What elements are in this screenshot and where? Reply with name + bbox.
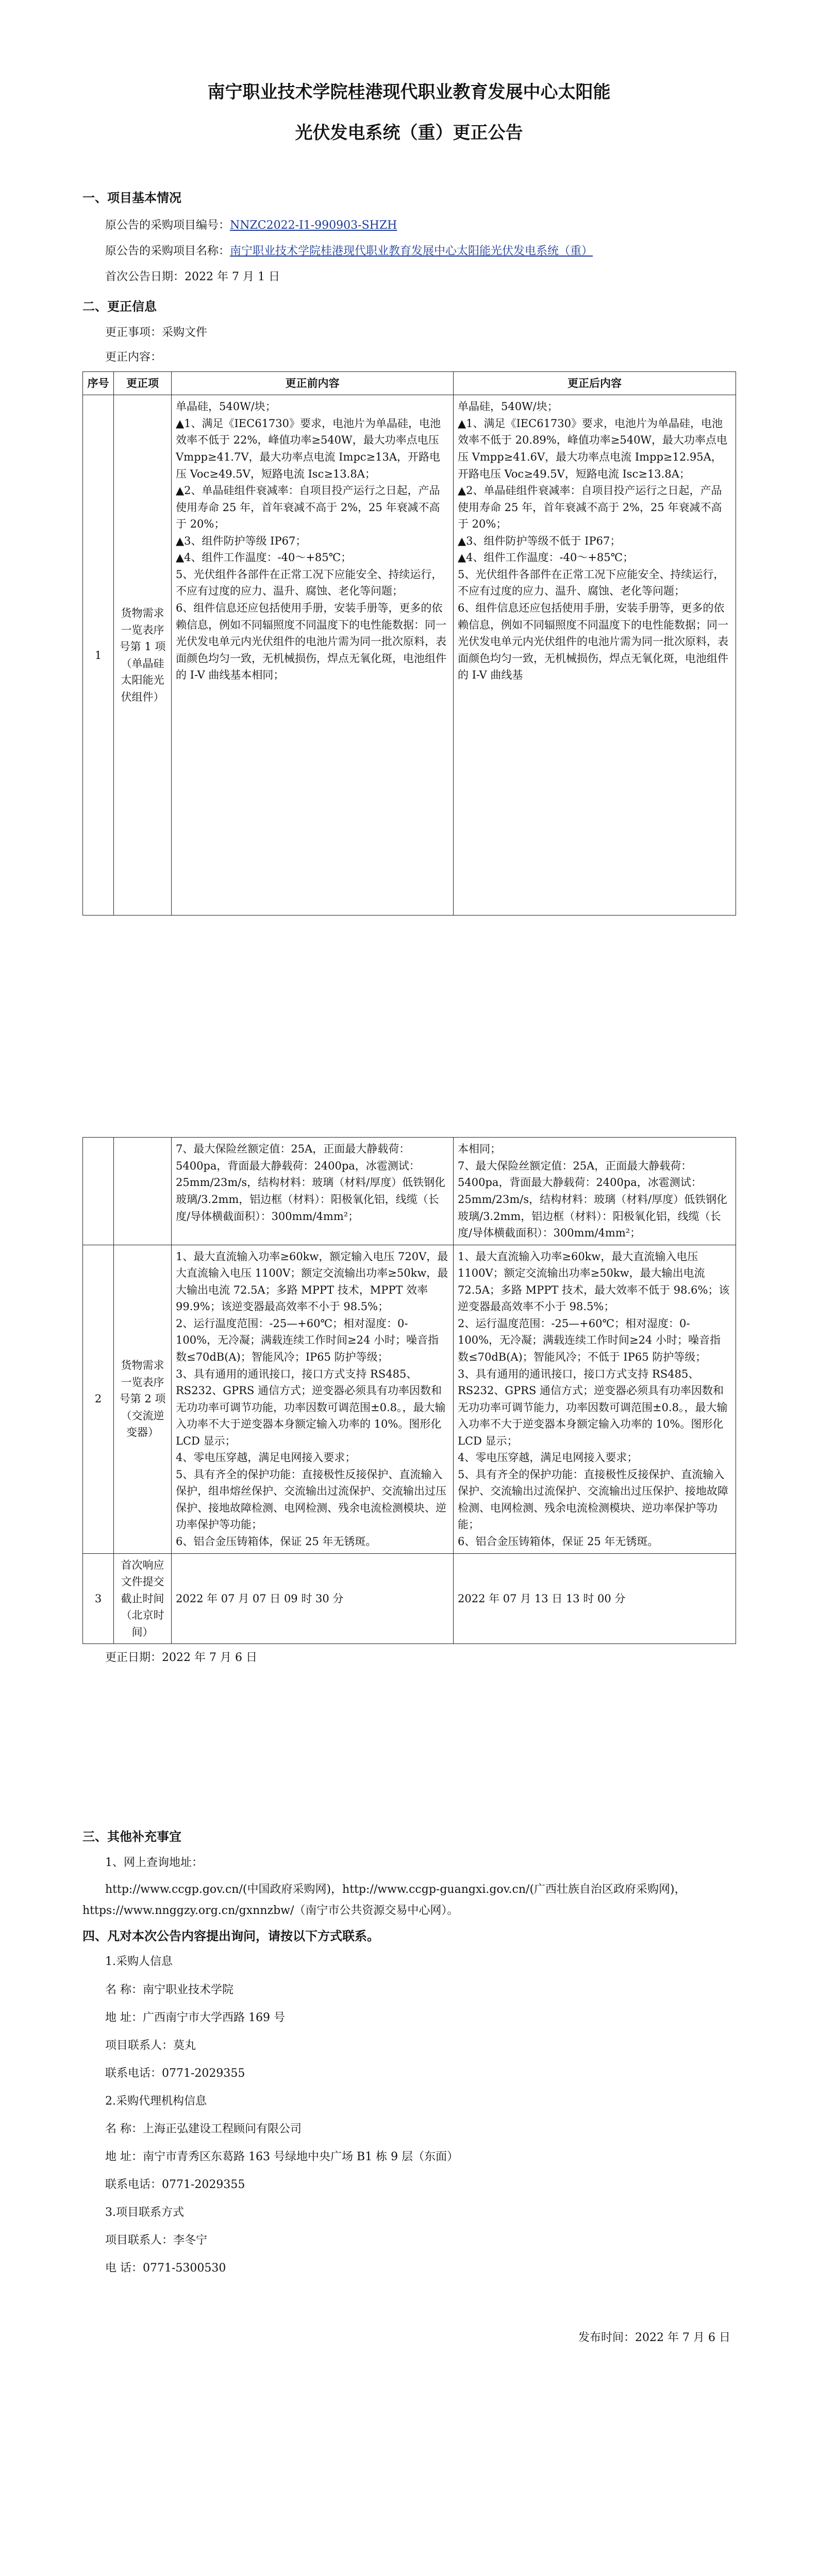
agency-name: 名 称：上海正弘建设工程顾问有限公司 [105,2122,302,2136]
row2-no: 2 [83,1245,114,1553]
purchaser-address: 地 址：广西南宁市大学西路 169 号 [105,2011,285,2024]
row1-before-line: ▲2、单晶硅组件衰减率：自项目投产运行之日起，产品使用寿命 25 年，首年衰减不高于 2%，25 年衰减不高于 20%； [176,484,440,531]
correction-content-label: 更正内容： [105,350,162,364]
query-urls[interactable]: http://www.ccgp.gov.cn/(中国政府采购网)，http://www.ccgp-guangxi.gov.cn/(广西壮族自治区政府采购网)，https://www.nnggzy.org.cn/gxnnzbw/（南宁市公共资源交易中心网）。 [82,1883,686,1918]
publish-date: 发布时间：2022 年 7 月 6 日 [578,2331,730,2344]
table-row [83,395,736,916]
row1-after-line: 6、组件信息还应包括使用手册，安装手册等，更多的依赖信息，例如不同辐照度不同温度下的电性能数据；同一光伏发电单元内光伏组件的电池片需为同一批次原料，表面颜色均匀一致，无机械损伤，焊点无氧化斑，电池组件的 I-V 曲线基 [458,601,728,682]
row2-after-line: 4、零电压穿越，满足电网接入要求； [458,1451,638,1464]
project-no-line [82,217,736,234]
row1-after-line: ▲4、组件工作温度：-40～+85℃； [458,551,634,564]
row2-after-line: 2、运行温度范围：-25—+60℃；相对湿度：0-100%，无冷凝；满载连续工作时间≥24 小时；噪音指数≤70dB(A)；智能风冷；不低于 IP65 防护等级； [458,1317,721,1363]
row1-item: 货物需求一览表序号第 1 项（单晶硅太阳能光伏组件） [114,395,172,916]
row1-before-line: 5、光伏组件各部件在正常工况下应能安全、持续运行，不应有过度的应力、温升、腐蚀、老化等问题； [176,568,443,598]
row1-after-line: ▲3、组件防护等级不低于 IP67； [458,534,621,547]
row2-before-line: 6、铝合金压铸箱体，保证 25 年无锈斑。 [176,1535,377,1548]
header-before: 更正前内容 [172,371,454,395]
purchaser-phone: 联系电话：0771-2029355 [105,2066,245,2080]
row1-after-line: 单晶硅，540W/块； [458,400,558,413]
section1-heading: 一、项目基本情况 [82,191,181,205]
row2-before-line: 1、最大直流输入功率≥60kw，额定输入电压 720V，最大直流输入电压 1100V；额定交流输出功率≥50kw，最大输出电流 72.5A；多路 MPPT 技术，MPPT 效率 99.9%；该逆变器最高效率不小于 98.5%； [176,1250,448,1313]
row2-after-line: 3、具有通用的通讯接口，接口方式支持 RS485、RS232、GPRS 通信方式；逆变器必须具有功率因数和无功功率可调节能力，功率因数可调范围±0.8。，最大输入功率不大于逆变器本身额定输入功率的 10%。图形化 LCD 显示； [458,1367,728,1447]
row1-after [454,395,736,916]
header-after: 更正后内容 [454,371,736,395]
project-name-value[interactable]: 南宁职业技术学院桂港现代职业教育发展中心太阳能光伏发电系统（重） [230,245,593,258]
purchaser-name: 名 称：南宁职业技术学院 [105,1983,233,1996]
correction-date: 更正日期：2022 年 7 月 6 日 [105,1651,257,1665]
row1-before-cont: 7、最大保险丝额定值：25A，正面最大静载荷：5400pa，背面最大静载荷：2400pa，冰雹测试：25mm/23m/s，结构材料：玻璃（材料/厚度）低铁钢化玻璃/3.2mm，铝边框（材料）：阳极氧化铝，线缆（长度/导体横截面积）：300mm/4mm²； [172,1138,454,1245]
row3-before: 2022 年 07 月 07 日 09 时 30 分 [172,1553,454,1644]
section4-heading: 四、凡对本次公告内容提出询问，请按以下方式联系。 [82,1929,379,1944]
row1-before-line: ▲3、组件防护等级 IP67； [176,534,307,547]
project-name-line [82,243,736,260]
row1-after-line: ▲2、单晶硅组件衰减率：自项目投产运行之日起，产品使用寿命 25 年，首年衰减不高于 2%，25 年衰减不高于 20%； [458,484,722,531]
page-title-line2: 光伏发电系统（重）更正公告 [295,123,523,143]
row2-after-line: 6、铝合金压铸箱体，保证 25 年无锈斑。 [458,1535,659,1548]
correction-item: 更正事项：采购文件 [105,326,208,339]
row2-before-line: 4、零电压穿越，满足电网接入要求； [176,1451,356,1464]
row1-after-line: ▲1、满足《IEC61730》要求，电池片为单晶硅，电池效率不低于 20.89%，峰值功率≥540W，最大功率点电压 Vmpp≥41.6V，最大功率点电流 Impp≥12.95A，开路电压 Voc≥49.5V，短路电流 Isc≥13.8A； [458,417,728,480]
agency-address: 地 址：南宁市青秀区东葛路 163 号绿地中央广场 B1 栋 9 层（东面） [105,2150,459,2164]
agency-title: 2.采购代理机构信息 [105,2094,207,2108]
project-no-label: 原公告的采购项目编号： [105,219,230,232]
row2-before-line: 5、具有齐全的保护功能：直接极性反接保护、直流输入保护，组串熔丝保护、交流输出过流保护、交流输出过压保护、接地故障检测、电网检测、残余电流检测模块、逆功率保护等功能； [176,1468,446,1531]
table-row [83,1138,736,1245]
announcement-page [82,72,736,2347]
row3-item: 首次响应文件提交截止时间（北京时间） [114,1553,172,1644]
row1-after-line: 5、光伏组件各部件在正常工况下应能安全、持续运行，不应有过度的应力、温升、腐蚀、老化等问题； [458,568,725,598]
correction-table-continued [82,1137,736,1644]
header-no: 序号 [83,371,114,395]
correction-table [82,371,736,916]
row1-before-line: 6、组件信息还应包括使用手册，安装手册等，更多的依赖信息，例如不同辐照度不同温度下的电性能数据：同一光伏发电单元内光伏组件的电池片需为同一批次原料，表面颜色均匀一致，无机械损伤，焊点无氧化斑，电池组件的 I-V 曲线基本相同； [176,601,446,682]
table-row [83,1245,736,1553]
page-title-line1: 南宁职业技术学院桂港现代职业教育发展中心太阳能 [207,82,611,103]
section2-heading: 二、更正信息 [82,299,157,314]
contact-title: 3.项目联系方式 [105,2206,184,2219]
row3-after: 2022 年 07 月 13 日 13 时 00 分 [454,1553,736,1644]
row1-before-line: 单晶硅，540W/块； [176,400,276,413]
row2-after-line: 5、具有齐全的保护功能：直接极性反接保护、直流输入保护、交流输出过流保护、交流输出过压保护、接地故障检测、电网检测、残余电流检测模块、逆功率保护等功能； [458,1468,728,1531]
row1-no: 1 [83,395,114,916]
row1-before [172,395,454,916]
row1-before-line: ▲4、组件工作温度：-40～+85℃； [176,551,352,564]
project-no-value[interactable]: NNZC2022-I1-990903-SHZH [230,219,397,232]
purchaser-title: 1.采购人信息 [105,1955,173,1969]
purchaser-contact: 项目联系人：莫丸 [105,2039,196,2052]
agency-phone: 联系电话：0771-2029355 [105,2178,245,2192]
section3-heading: 三、其他补充事宜 [82,1829,181,1844]
row2-after [454,1245,736,1553]
project-name-label: 原公告的采购项目名称： [105,245,230,258]
contact-person: 项目联系人：李冬宁 [105,2234,208,2247]
table-header-row [83,371,736,395]
row2-before [172,1245,454,1553]
row1-after-cont: 本相同； 7、最大保险丝额定值：25A，正面最大静载荷：5400pa，背面最大静载荷：2400pa，冰雹测试：25mm/23m/s，结构材料：玻璃（材料/厚度）低铁钢化玻璃/3.2mm，铝边框（材料）：阳极氧化铝，线缆（长度/导体横截面积）：300mm/4mm²； [454,1138,736,1245]
row3-no: 3 [83,1553,114,1644]
row2-before-line: 2、运行温度范围：-25—+60℃；相对湿度：0-100%，无冷凝；满载连续工作时间≥24 小时；噪音指数≤70dB(A)；智能风冷；IP65 防护等级； [176,1317,439,1363]
row1-before-line: ▲1、满足《IEC61730》要求，电池片为单晶硅，电池效率不低于 22%，峰值功率≥540W，最大功率点电压 Vmpp≥41.7V，最大功率点电流 Impc≥13A，开路电压 Voc≥49.5V，短路电流 Isc≥13.8A； [176,417,441,480]
row2-before-line: 3、具有通用的通讯接口，接口方式支持 RS485、RS232、GPRS 通信方式；逆变器必须具有功率因数和无功功率可调节功能，功率因数可调范围±0.8。，最大输入功率不大于逆变器本身额定输入功率的 10%。图形化 LCD 显示； [176,1367,446,1447]
contact-phone: 电 话：0771-5300530 [105,2262,226,2275]
table-row [83,1553,736,1644]
query-address-label: 1、网上查询地址： [105,1856,203,1869]
header-item: 更正项 [114,371,172,395]
first-announcement-date: 首次公告日期：2022 年 7 月 1 日 [105,270,280,284]
row2-after-line: 1、最大直流输入功率≥60kw，最大直流输入电压 1100V；额定交流输出功率≥50kw，最大输出电流 72.5A；多路 MPPT 技术，最大效率不低于 98.6%；该逆变器最高效率不小于 98.5%； [458,1250,730,1313]
row2-item: 货物需求一览表序号第 2 项（交流逆变器） [114,1245,172,1553]
